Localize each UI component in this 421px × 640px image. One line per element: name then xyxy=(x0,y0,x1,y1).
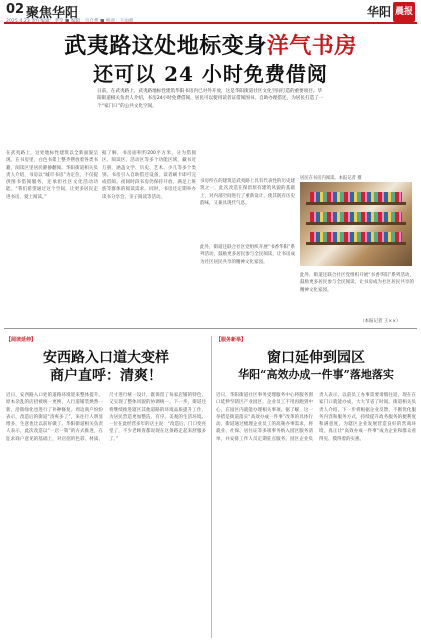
left-story-headline xyxy=(4,350,208,385)
right-headline-line1: 窗口延伸到园区 xyxy=(267,350,365,366)
headline-line2: 还可以 24 小时免费借阅 xyxy=(93,62,328,87)
photo-side-text: 此外，街道还联合社区党组织开展“书香华阳”系列活动，鼓励更多居民参与全民阅读，让书房成为社区居民共享的精神文化家园。 xyxy=(300,273,414,293)
books xyxy=(310,212,402,222)
section-title: 聚焦华阳 xyxy=(26,6,79,21)
headline-part1: 武夷路这处地标变身 xyxy=(64,33,267,59)
shelf xyxy=(306,202,406,205)
left-story-body: 近日，安西路入口处的道路环境迎来整体提升。原本杂乱的店招被统一更换，人行道铺装焕然一新，沿街绿化也进行了补种修复。周边商户纷纷表示，改造后的街道“清爽多了”，来往行人明显增多，生意也比以前好做了。华阳街道相关负责人表示，此次改造以“一店一策”的方式推进，在征求商户意见的基础上，对店招的色彩、材质、尺寸进行统一设计，既保留了每家店铺的特色，又实现了整体风貌的协调统一。下一步，街道还将继续推进辖区其他道路的环境品质提升工作，为居民营造更加整洁、有序、美观的生活环境。一位在此经营多年的店主说：“改造后，门口变亮堂了，不少老顾客都说现在这条路走起来舒服多了。” xyxy=(6,393,206,442)
books xyxy=(310,232,402,242)
main-column-3b: 此外，街道还联合社区党组织开展“书香华阳”系列活动，鼓励更多居民参与全民阅读，让书房成为社区居民共享的精神文化家园。 xyxy=(200,245,295,265)
page-number: 02 xyxy=(6,2,25,17)
main-column-1: 在武夷路上，这处地标性建筑以全新面貌呈现。在书房里，白色书架上整齐摆放着各类书籍，阅读区里居民静静翻阅。华阳街道相关负责人介绍，书房以“城市书房”为定位，不仅提供图书借阅服务，还承担社区文化活动功能。“我们希望通过这个空间，让更多居民走进书房，爱上阅读。” xyxy=(6,151,98,200)
masthead-seal: 晨报 xyxy=(393,2,415,22)
right-story-headline xyxy=(214,350,418,381)
right-story-body: 近日，华阳街道社区事务受理服务中心将服务窗口延伸至辖区产业园区，企业员工不用再跑到中心，在园区内就能办理相关事项。据了解，这一举措是街道落实“高效办成一件事”改革的具体行动。街道通过梳理企业员工的高频办事需求，将就业、社保、居住证等多项事务纳入园区服务清单，并安排工作人员定期驻点服务。园区企业负责人表示，以前员工办事需要请假往返，现在在家门口就能办成，大大节省了时间。街道相关负责人介绍，下一步将根据企业反馈，不断优化服务内容和服务方式，持续提升政务服务的便利度和满意度，为辖区企业发展营造良好的营商环境，真正让“高效办成一件事”成为企业和群众看得见、摸得着的实惠。 xyxy=(216,393,416,442)
left-story-tag: 【阅读延伸】 xyxy=(6,337,37,343)
books xyxy=(310,192,402,202)
shelf xyxy=(306,242,406,245)
right-headline-line2: 华阳“高效办成一件事”落地落实 xyxy=(238,367,394,381)
main-column-3a: 书房所在的建筑是武夷路上具有代表性的历史建筑之一，此次改造在保留原有建筑风貌的基础上，对内部空间进行了重新设计，使其既有历史韵味，又兼具现代气息。 xyxy=(200,179,295,206)
headline-highlight: 洋气书房 xyxy=(266,33,357,59)
section-divider xyxy=(4,328,417,329)
left-headline-line1: 安西路入口道大变样 xyxy=(43,350,169,366)
main-headline xyxy=(0,34,421,86)
bookstore-photo xyxy=(300,182,412,266)
right-story-tag: 【服务新举】 xyxy=(216,337,247,343)
masthead-logo: 华阳 xyxy=(366,5,391,19)
photo-caption: 居民在书房内阅读。本报记者 摄 xyxy=(300,176,362,181)
page-header xyxy=(4,2,417,21)
column-divider xyxy=(211,336,212,638)
header-rule xyxy=(4,22,417,24)
author-byline: （本报记者 王××） xyxy=(360,319,401,324)
shelf xyxy=(306,222,406,225)
left-headline-line2: 商户直呼：清爽！ xyxy=(50,367,162,384)
lead-paragraph: 日前，在武夷路上，武夷路地标性建筑华阳书房内已对外开放，这是华阳街道社区文化空间打造的重要项目。华阳街道相关负责人介绍，书房24小时免费借阅，居民可以使用读者证借阅图书、自助办理借还，为居民打造了一个“家门口”的公共文化空间。 xyxy=(97,89,324,109)
main-column-2: 据了解，书房面积约200平方米，分为借阅区、阅读区、活动区等多个功能区域，藏书近万册，涵盖文学、历史、艺术、少儿等多个类别。书房引入自助借还设备，读者刷卡即可完成借阅。夜间时段书房仍保持开放，满足上班族等群体的阅读需求。同时，书房还定期举办读书分享会、亲子阅读等活动。 xyxy=(102,151,196,200)
